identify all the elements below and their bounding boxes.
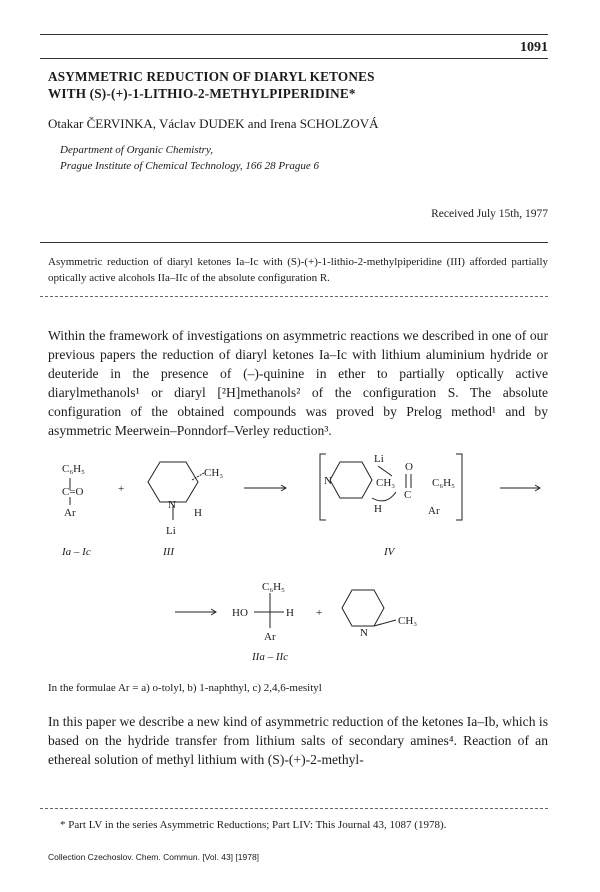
ts-hydride-arrow [372, 492, 396, 501]
footnote: * Part LV in the series Asymmetric Reductions; Part LIV: This Journal 43, 1087 (1978). [60, 819, 447, 831]
ts-nitrogen: N [324, 475, 332, 487]
paragraph-1: Within the framework of investigations on asymmetric reactions we described in one of our previous papers the reduction of diaryl ketones Ia–Ic with lithium aluminium hydride or deuteride in the presence of (–)-quinine in ether to partially optically active diarylmethanols¹ or diaryl [²H]methanols² of the configuration S. The absolute configuration of the obtained compounds was proved by Prelog method¹ and by asymmetric Meerwein–Ponndorf–Verley reduction³. [48, 328, 548, 438]
ketone-phenyl: C₆H₅ [62, 463, 85, 475]
abstract-rule-top [40, 242, 548, 243]
plus-2: + [316, 607, 323, 619]
ts-li-o-bond [378, 466, 392, 476]
bracket-right [456, 454, 462, 520]
abstract: Asymmetric reduction of diaryl ketones Ia–Ic with (S)-(+)-1-lithio-2-methylpiperidine (III) afforded partially optically active alcohols IIa–IIc of the absolute configuration R. [48, 256, 548, 284]
ketone-aryl: Ar [64, 507, 76, 519]
ts-label: IV [384, 546, 395, 558]
title-line-1: ASYMMETRIC REDUCTION OF DIARYL KETONES [48, 69, 375, 84]
amine-methyl: CH₃ [204, 467, 224, 479]
affiliation [60, 142, 319, 174]
footnote-rule [40, 808, 548, 809]
ketone-carbonyl: C=O [62, 486, 84, 498]
paragraph-2: In this paper we describe a new kind of asymmetric reduction of the ketones Ia–Ib, which is based on the hydride transfer from lithium salts of secondary amines⁴. Reaction of an ethereal solution of methyl lithium with (S)-(+)-2-methyl- [48, 714, 548, 767]
ts-oxygen: O [405, 461, 413, 473]
ketone-label: Ia – Ic [62, 546, 91, 558]
plus-1: + [118, 483, 125, 495]
header-rule-top [40, 34, 548, 35]
alcohol-hydroxyl: HO [232, 607, 248, 619]
header-rule-bottom [40, 58, 548, 59]
bracket-left [320, 454, 326, 520]
ts-ring [330, 462, 372, 498]
authors: Otakar ČERVINKA, Václav DUDEK and Irena SCHOLZOVÁ [48, 116, 379, 131]
page-number: 1091 [520, 40, 548, 55]
affiliation-line-1: Department of Organic Chemistry, [60, 144, 213, 156]
ts-methyl: CH₃ [376, 477, 396, 489]
imine-methyl: CH₃ [398, 615, 418, 627]
alcohol-phenyl: C₆H₅ [262, 581, 285, 593]
amine-nitrogen: N [168, 499, 176, 511]
received-date: Received July 15th, 1977 [431, 208, 548, 220]
amine-hydrogen: H [194, 507, 202, 519]
amine-label: III [163, 546, 174, 558]
alcohol-label: IIa – IIc [252, 651, 289, 663]
amine-lithium: Li [166, 525, 176, 537]
ts-phenyl: C₆H₅ [432, 477, 455, 489]
affiliation-line-2: Prague Institute of Chemical Technology, 166 28 Prague 6 [60, 160, 319, 172]
article-title [48, 68, 375, 102]
reaction-scheme [0, 440, 600, 678]
formula-note: In the formulae Ar = a) o-tolyl, b) 1-naphthyl, c) 2,4,6-mesityl [48, 682, 322, 694]
ts-lithium: Li [374, 453, 384, 465]
ts-aryl: Ar [428, 505, 440, 517]
alcohol-aryl: Ar [264, 631, 276, 643]
journal-footer: Collection Czechoslov. Chem. Commun. [Vol. 43] [1978] [48, 852, 260, 862]
amine-ring [148, 462, 198, 502]
imine-ring [342, 590, 384, 626]
abstract-rule-bottom [40, 296, 548, 297]
alcohol-hydrogen: H [286, 607, 294, 619]
ts-carbon: C [404, 489, 412, 501]
imine-nitrogen: N [360, 627, 368, 639]
title-line-2: WITH (S)-(+)-1-LITHIO-2-METHYLPIPERIDINE* [48, 86, 356, 101]
ts-hydrogen: H [374, 503, 382, 515]
